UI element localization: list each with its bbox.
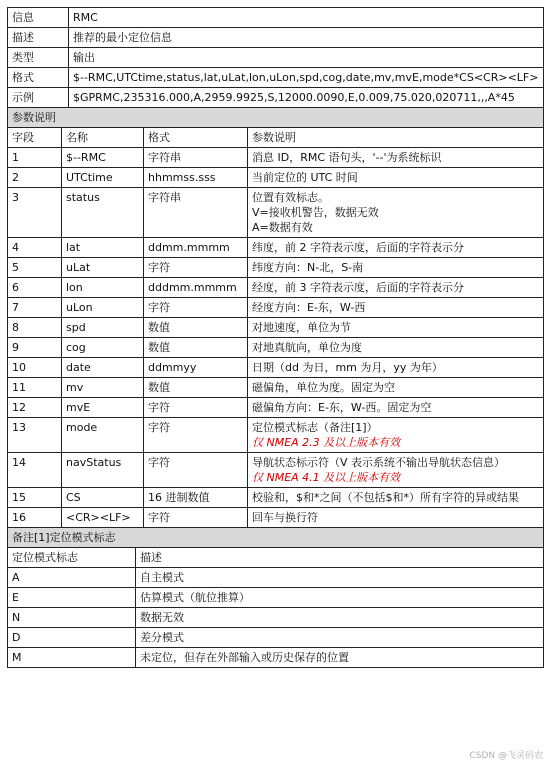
param-description-line: A=数据有效 [252,221,313,234]
param-name: navStatus [62,453,144,488]
param-format: 数值 [144,378,248,398]
param-index: 4 [8,238,62,258]
param-name: lat [62,238,144,258]
param-row [8,258,544,278]
param-name: spd [62,318,144,338]
param-description-line: V=接收机警告，数据无效 [252,206,379,219]
param-index: 9 [8,338,62,358]
param-row [8,298,544,318]
param-row [8,453,544,488]
param-name: uLon [62,298,144,318]
param-name: date [62,358,144,378]
mode-description: 估算模式（航位推算） [136,588,544,608]
mode-row [8,588,544,608]
param-description [248,488,544,508]
param-description-line: 回车与换行符 [252,511,318,524]
param-description-line: 日期（dd 为日，mm 为月，yy 为年） [252,361,443,374]
param-index: 14 [8,453,62,488]
param-row [8,318,544,338]
info-value: 输出 [69,48,544,68]
modes-table [7,527,544,668]
rmc-document [7,7,544,668]
params-header-cell: 格式 [144,128,248,148]
param-description-line: 位置有效标志。 [252,191,329,204]
param-format: dddmm.mmmm [144,278,248,298]
param-index: 5 [8,258,62,278]
info-value: RMC [69,8,544,28]
info-value: 推荐的最小定位信息 [69,28,544,48]
param-description [248,398,544,418]
info-value: $--RMC,UTCtime,status,lat,uLat,lon,uLon,spd,cog,date,mv,mvE,mode*CS<CR><LF> [69,68,544,88]
param-name: cog [62,338,144,358]
param-description [248,238,544,258]
param-index: 15 [8,488,62,508]
params-section-title: 参数说明 [8,108,544,128]
param-description-line: 经度方向：E-东，W-西 [252,301,366,314]
info-row [8,28,544,48]
param-format: 数值 [144,318,248,338]
param-description-line: 对地真航向，单位为度 [252,341,362,354]
param-name: uLat [62,258,144,278]
param-description [248,508,544,528]
param-name: <CR><LF> [62,508,144,528]
param-format: 字符串 [144,148,248,168]
param-format: 16 进制数值 [144,488,248,508]
param-row [8,338,544,358]
param-format: 字符串 [144,188,248,238]
info-label: 类型 [8,48,69,68]
param-description-line: 当前定位的 UTC 时间 [252,171,358,184]
param-name: status [62,188,144,238]
param-description [248,258,544,278]
param-description [248,378,544,398]
mode-description: 数据无效 [136,608,544,628]
param-row [8,378,544,398]
param-row [8,358,544,378]
param-description-line: 校验和，$和*之间（不包括$和*）所有字符的异或结果 [252,491,519,504]
info-label: 描述 [8,28,69,48]
param-description [248,188,544,238]
param-index: 2 [8,168,62,188]
param-description-line: 纬度，前 2 字符表示度，后面的字符表示分 [252,241,464,254]
param-index: 1 [8,148,62,168]
param-description [248,358,544,378]
mode-row [8,608,544,628]
param-description [248,148,544,168]
param-index: 13 [8,418,62,453]
param-description-line: 磁偏角方向：E-东，W-西。固定为空 [252,401,432,414]
param-description-line: 对地速度，单位为节 [252,321,351,334]
param-row [8,508,544,528]
mode-row [8,628,544,648]
param-description-line: 纬度方向：N-北，S-南 [252,261,364,274]
param-name: mode [62,418,144,453]
param-format: ddmm.mmmm [144,238,248,258]
param-row [8,278,544,298]
mode-flag: A [8,568,136,588]
info-row [8,68,544,88]
param-description [248,278,544,298]
params-table [7,107,544,528]
info-value: $GPRMC,235316.000,A,2959.9925,S,12000.0090,E,0.009,75.020,020711,,,A*45 [69,88,544,108]
info-table [7,7,544,108]
mode-flag: M [8,648,136,668]
info-label: 信息 [8,8,69,28]
param-description [248,338,544,358]
param-description-line: 定位模式标志（备注[1]） [252,421,378,434]
mode-flag: E [8,588,136,608]
param-name: lon [62,278,144,298]
param-format: 字符 [144,508,248,528]
info-row [8,8,544,28]
info-row [8,88,544,108]
info-label: 格式 [8,68,69,88]
mode-row [8,648,544,668]
param-index: 8 [8,318,62,338]
param-description-line: 磁偏角，单位为度。固定为空 [252,381,395,394]
param-name: mvE [62,398,144,418]
param-index: 7 [8,298,62,318]
mode-description: 自主模式 [136,568,544,588]
param-index: 10 [8,358,62,378]
param-format: 字符 [144,453,248,488]
param-format: 字符 [144,298,248,318]
param-description-line: 导航状态标示符（V 表示系统不输出导航状态信息） [252,456,506,469]
info-row [8,48,544,68]
param-description [248,168,544,188]
params-header-cell: 名称 [62,128,144,148]
param-format: 字符 [144,418,248,453]
mode-description: 未定位，但存在外部输入或历史保存的位置 [136,648,544,668]
params-header-cell: 字段 [8,128,62,148]
param-format: 字符 [144,398,248,418]
param-row [8,168,544,188]
info-label: 示例 [8,88,69,108]
modes-section-title: 备注[1]定位模式标志 [8,528,544,548]
param-name: UTCtime [62,168,144,188]
param-index: 6 [8,278,62,298]
params-header-row [8,128,544,148]
param-name: $--RMC [62,148,144,168]
modes-header-cell: 定位模式标志 [8,548,136,568]
param-description-line: 消息 ID，RMC 语句头，'--'为系统标识 [252,151,442,164]
modes-header-cell: 描述 [136,548,544,568]
param-row [8,418,544,453]
param-format: 字符 [144,258,248,278]
param-index: 12 [8,398,62,418]
modes-section-row [8,528,544,548]
param-format: ddmmyy [144,358,248,378]
param-row [8,238,544,258]
params-header-cell: 参数说明 [248,128,544,148]
mode-row [8,568,544,588]
param-row [8,488,544,508]
param-description-line: 经度，前 3 字符表示度，后面的字符表示分 [252,281,464,294]
mode-flag: D [8,628,136,648]
mode-description: 差分模式 [136,628,544,648]
mode-flag: N [8,608,136,628]
param-description [248,318,544,338]
param-row [8,188,544,238]
watermark: CSDN @飞灵码农 [469,751,543,761]
param-name: mv [62,378,144,398]
param-row [8,398,544,418]
param-format: hhmmss.sss [144,168,248,188]
param-format: 数值 [144,338,248,358]
param-description [248,418,544,453]
param-description [248,453,544,488]
param-version-note: 仅 NMEA 4.1 及以上版本有效 [252,471,401,484]
param-name: CS [62,488,144,508]
param-version-note: 仅 NMEA 2.3 及以上版本有效 [252,436,401,449]
param-row [8,148,544,168]
params-section-row [8,108,544,128]
param-index: 11 [8,378,62,398]
param-index: 16 [8,508,62,528]
modes-header-row [8,548,544,568]
param-index: 3 [8,188,62,238]
param-description [248,298,544,318]
